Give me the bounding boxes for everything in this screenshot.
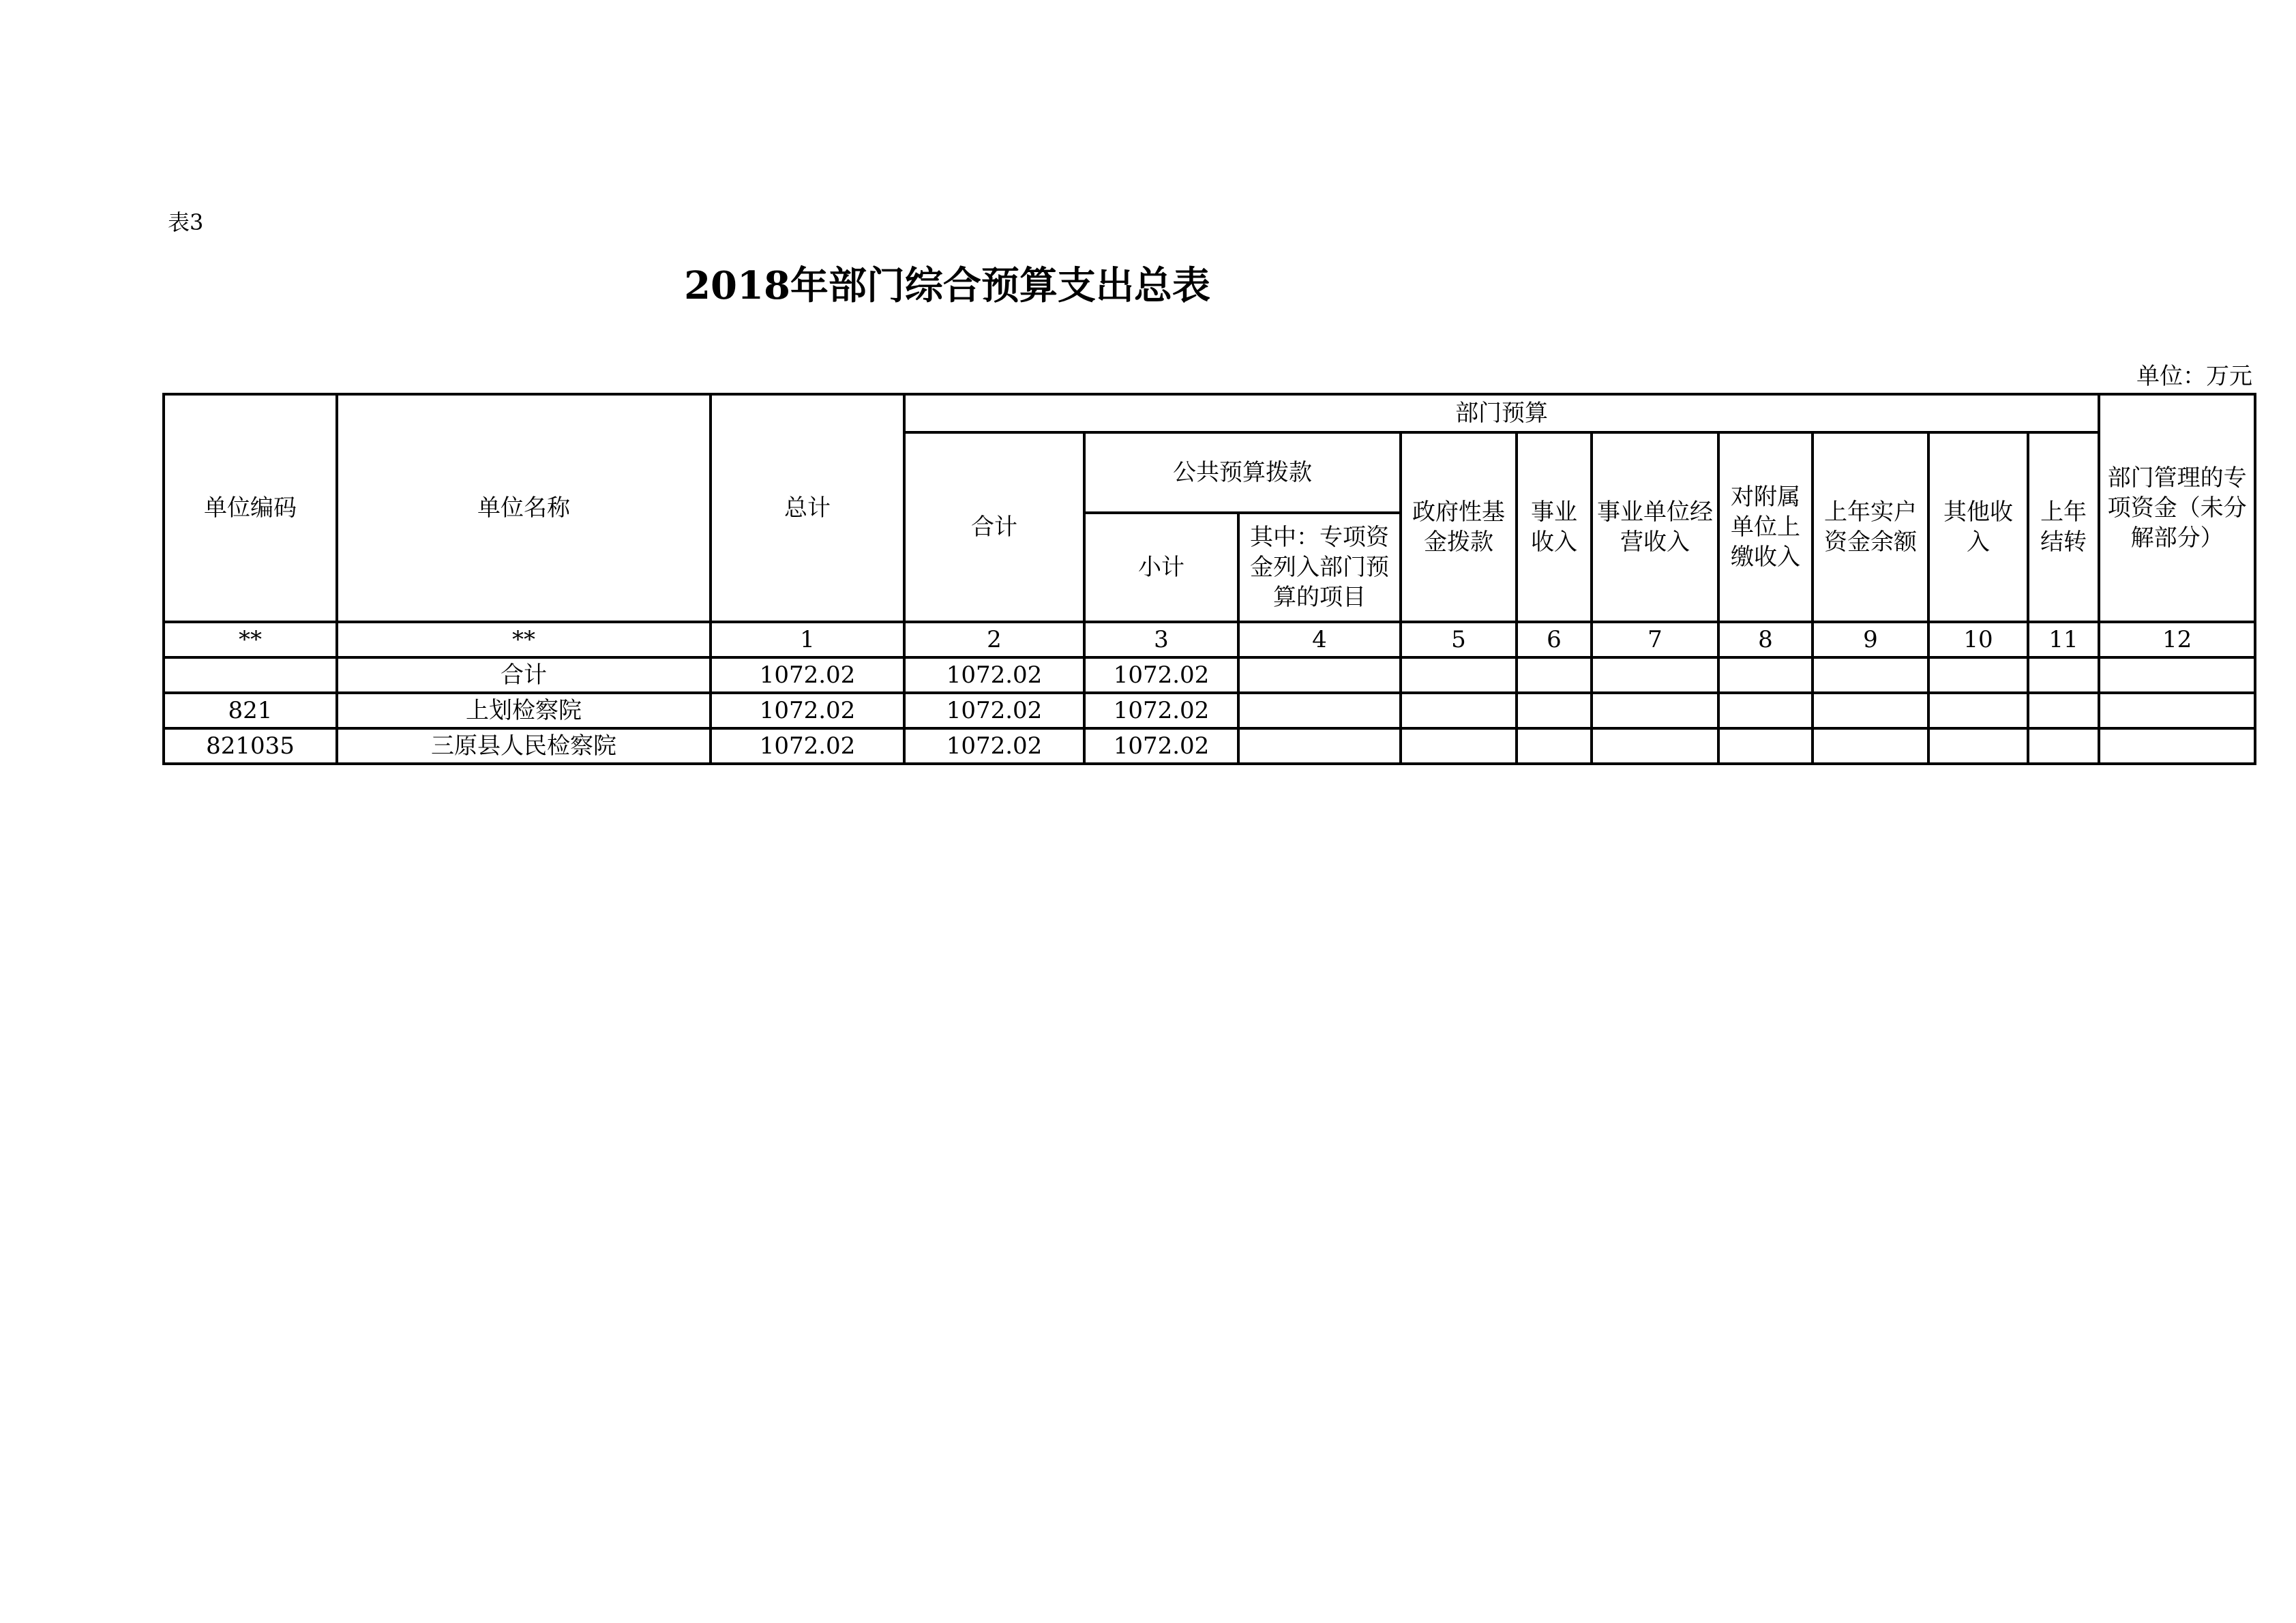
- column-number: **: [337, 622, 711, 657]
- cell-small-total: 1072.02: [1084, 657, 1238, 693]
- cell-small-total: 1072.02: [1084, 728, 1238, 764]
- cell-code: 821035: [164, 728, 337, 764]
- cell-subtotal-all: 1072.02: [904, 728, 1084, 764]
- header-total: 总计: [711, 394, 904, 622]
- header-code: 单位编码: [164, 394, 337, 622]
- cell-empty: [1813, 657, 1928, 693]
- cell-empty: [1401, 728, 1517, 764]
- cell-code: 821: [164, 693, 337, 728]
- header-dept-budget: 部门预算: [904, 394, 2099, 432]
- cell-empty: [2028, 657, 2099, 693]
- page-title: 2018年部门综合预算支出总表: [684, 263, 1210, 308]
- cell-total: 1072.02: [711, 728, 904, 764]
- cell-name: 上划检察院: [337, 693, 711, 728]
- cell-empty: [2028, 693, 2099, 728]
- column-number: 11: [2028, 622, 2099, 657]
- column-number-row: [164, 622, 2255, 657]
- cell-empty: [1813, 728, 1928, 764]
- cell-name: 合计: [337, 657, 711, 693]
- table-row: [164, 693, 2255, 728]
- cell-empty: [1928, 728, 2028, 764]
- header-business-income: 事业收入: [1517, 432, 1592, 622]
- column-number: 4: [1238, 622, 1401, 657]
- header-small-total: 小计: [1084, 513, 1238, 622]
- cell-empty: [1238, 728, 1401, 764]
- cell-empty: [2099, 728, 2255, 764]
- cell-subtotal-all: 1072.02: [904, 657, 1084, 693]
- cell-empty: [1718, 693, 1813, 728]
- cell-small-total: 1072.02: [1084, 693, 1238, 728]
- header-gov-fund: 政府性基金拨款: [1401, 432, 1517, 622]
- cell-empty: [1238, 693, 1401, 728]
- header-subtotal-all: 合计: [904, 432, 1084, 622]
- column-number: 8: [1718, 622, 1813, 657]
- cell-total: 1072.02: [711, 693, 904, 728]
- cell-empty: [1592, 728, 1718, 764]
- cell-total: 1072.02: [711, 657, 904, 693]
- cell-empty: [1517, 657, 1592, 693]
- cell-empty: [2099, 657, 2255, 693]
- header-prior-balance: 上年实户资金余额: [1813, 432, 1928, 622]
- cell-empty: [1928, 693, 2028, 728]
- header-operating-income: 事业单位经营收入: [1592, 432, 1718, 622]
- table-row-total: [164, 657, 2255, 693]
- cell-subtotal-all: 1072.02: [904, 693, 1084, 728]
- cell-empty: [1718, 728, 1813, 764]
- column-number: 7: [1592, 622, 1718, 657]
- header-public-funding: 公共预算拨款: [1084, 432, 1401, 513]
- cell-empty: [1517, 728, 1592, 764]
- cell-name: 三原县人民检察院: [337, 728, 711, 764]
- cell-code: [164, 657, 337, 693]
- column-number: 3: [1084, 622, 1238, 657]
- cell-empty: [2028, 728, 2099, 764]
- column-number: 5: [1401, 622, 1517, 657]
- table-id: 表3: [168, 209, 204, 235]
- column-number: 10: [1928, 622, 2028, 657]
- header-affiliated-income: 对附属单位上缴收入: [1718, 432, 1813, 622]
- cell-empty: [1517, 693, 1592, 728]
- cell-empty: [1401, 693, 1517, 728]
- header-other-income: 其他收入: [1928, 432, 2028, 622]
- cell-empty: [1718, 657, 1813, 693]
- column-number: 9: [1813, 622, 1928, 657]
- cell-empty: [1238, 657, 1401, 693]
- column-number: **: [164, 622, 337, 657]
- cell-empty: [1928, 657, 2028, 693]
- column-number: 12: [2099, 622, 2255, 657]
- header-name: 单位名称: [337, 394, 711, 622]
- table-row: [164, 728, 2255, 764]
- column-number: 6: [1517, 622, 1592, 657]
- unit-note: 单位：万元: [2136, 363, 2252, 390]
- header-special-projects: 其中：专项资金列入部门预算的项目: [1238, 513, 1401, 622]
- cell-empty: [1813, 693, 1928, 728]
- column-number: 2: [904, 622, 1084, 657]
- cell-empty: [1401, 657, 1517, 693]
- budget-table: [162, 393, 2256, 765]
- column-number: 1: [711, 622, 904, 657]
- cell-empty: [2099, 693, 2255, 728]
- cell-empty: [1592, 657, 1718, 693]
- cell-empty: [1592, 693, 1718, 728]
- header-managed-special: 部门管理的专项资金（未分解部分）: [2099, 394, 2255, 622]
- header-prior-carryover: 上年结转: [2028, 432, 2099, 622]
